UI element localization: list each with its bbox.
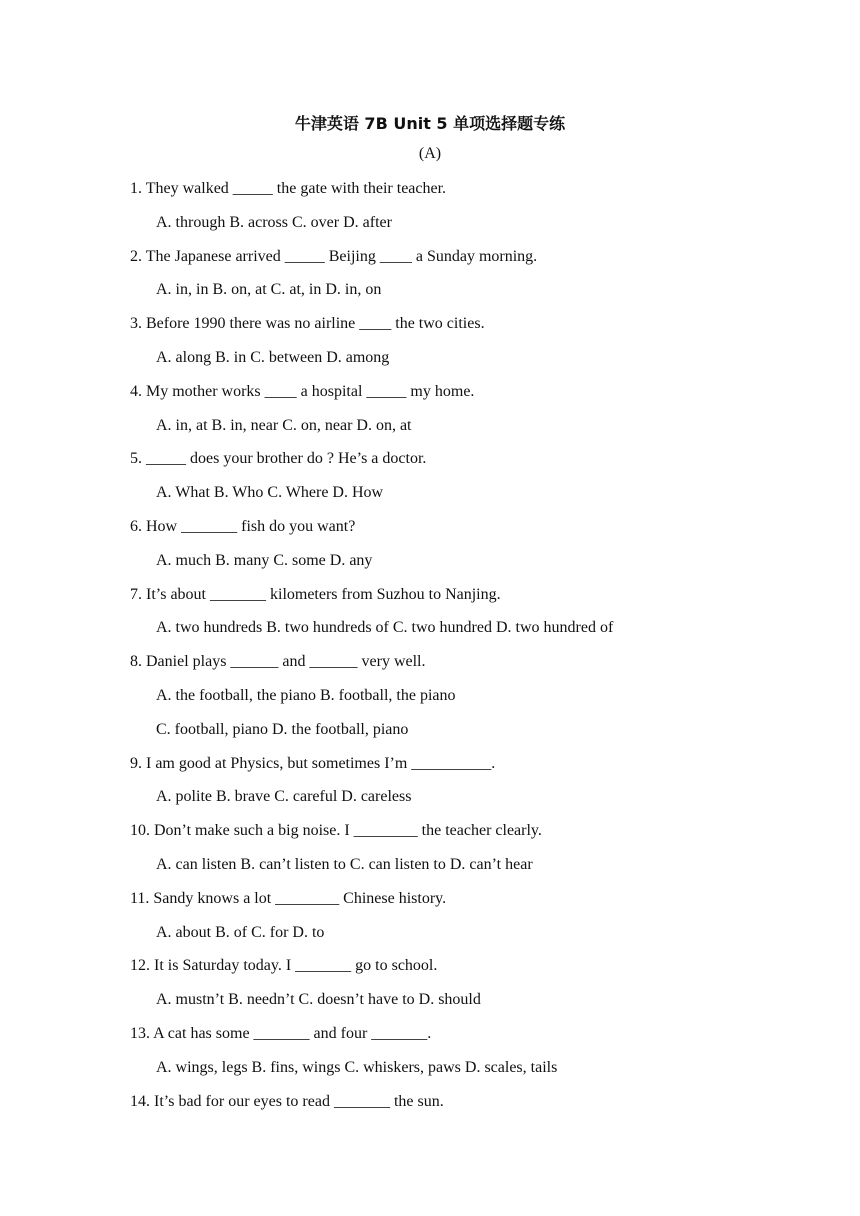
question-text: 6. How _______ fish do you want? [130,517,356,535]
answer-options: A. mustn’t B. needn’t C. doesn’t have to D. should [156,991,481,1009]
answer-options: A. in, at B. in, near C. on, near D. on, at [156,416,412,434]
section-label: (A) [418,145,442,162]
answer-options: A. the football, the piano B. football, the piano [156,686,456,704]
question-text: 2. The Japanese arrived _____ Beijing ____ a Sunday morning. [130,247,538,265]
question-text: 3. Before 1990 there was no airline ____ the two cities. [130,315,485,333]
question-text: 11. Sandy knows a lot ________ Chinese history. [130,889,447,907]
answer-options: A. can listen B. can’t listen to C. can listen to D. can’t hear [156,855,533,873]
question-list [130,178,750,1124]
question-text: 7. It’s about _______ kilometers from Suzhou to Nanjing. [130,585,501,603]
question-text: 10. Don’t make such a big noise. I ________ the teacher clearly. [130,822,542,840]
answer-options: A. through B. across C. over D. after [156,213,392,231]
question-text: 12. It is Saturday today. I _______ go to school. [130,957,438,975]
question-text: 5. _____ does your brother do ? He’s a doctor. [130,450,427,468]
answer-options: A. wings, legs B. fins, wings C. whiskers, paws D. scales, tails [156,1058,558,1076]
answer-options: A. in, in B. on, at C. at, in D. in, on [156,281,382,299]
question-text: 9. I am good at Physics, but sometimes I’m __________. [130,754,496,772]
question-text: 8. Daniel plays ______ and ______ very well. [130,653,426,671]
question-text: 13. A cat has some _______ and four _______. [130,1024,432,1042]
answer-options: A. two hundreds B. two hundreds of C. two hundred D. two hundred of [156,619,614,637]
answer-options: A. about B. of C. for D. to [156,923,325,941]
answer-options: A. much B. many C. some D. any [156,551,373,569]
answer-options: C. football, piano D. the football, piano [156,720,409,738]
answer-options: A. along B. in C. between D. among [156,348,390,366]
question-text: 14. It’s bad for our eyes to read _______ the sun. [130,1092,444,1110]
answer-options: A. polite B. brave C. careful D. careless [156,788,412,806]
question-text: 4. My mother works ____ a hospital _____ my home. [130,382,475,400]
question-text: 1. They walked _____ the gate with their teacher. [130,180,447,197]
answer-options: A. What B. Who C. Where D. How [156,484,384,502]
document-title: 牛津英语 7B Unit 5 单项选择题专练 [294,114,566,133]
